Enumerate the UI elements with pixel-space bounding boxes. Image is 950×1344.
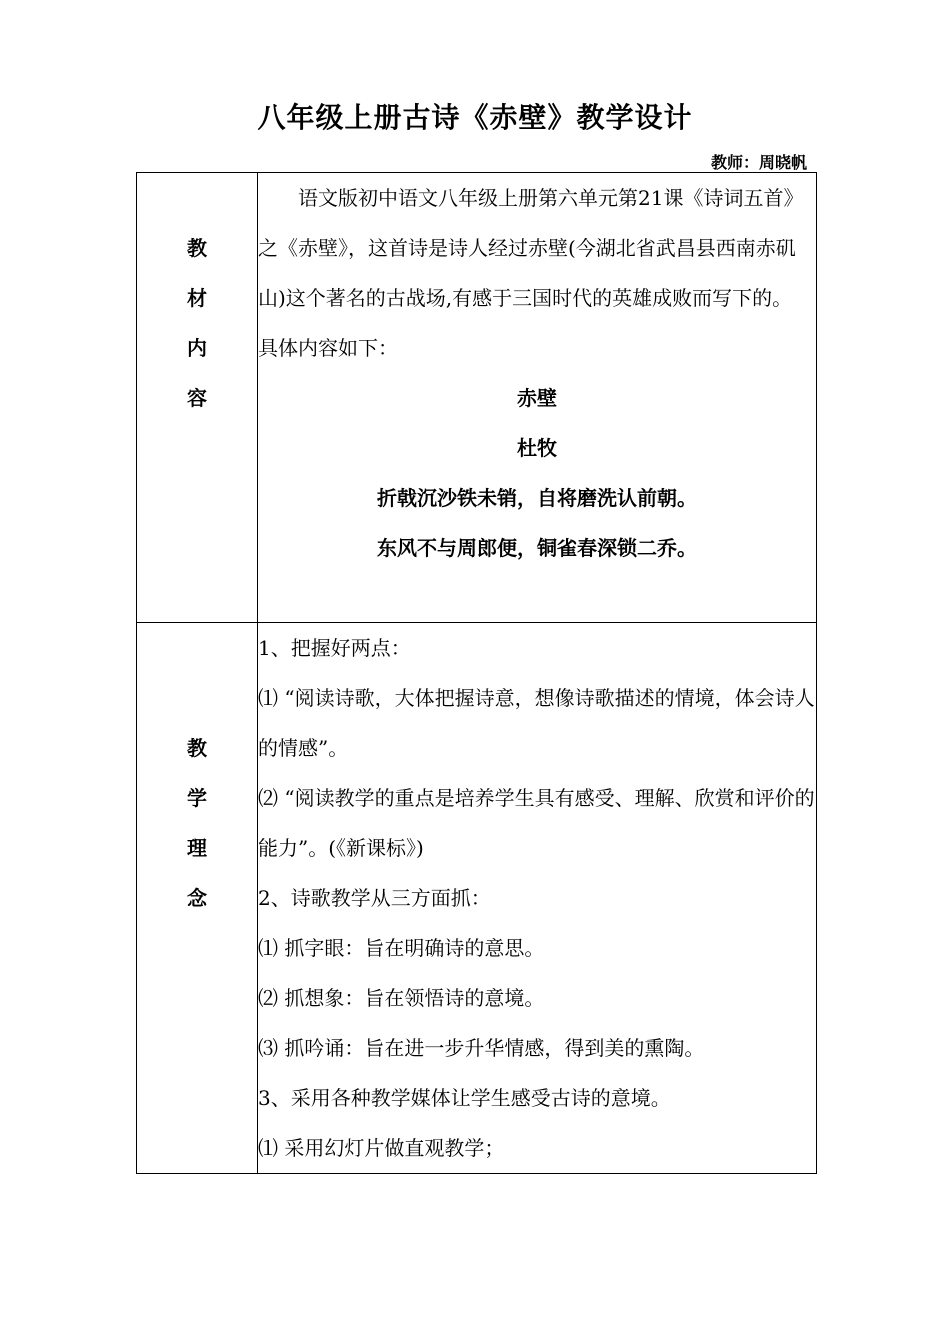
- poem-line: 东风不与周郎便，铜雀春深锁二乔。: [377, 536, 697, 560]
- table-row-material: [137, 173, 817, 623]
- poem-author: 杜牧: [517, 436, 557, 460]
- label-char: 材: [187, 286, 207, 310]
- philosophy-item: ⑴ 抓字眼：旨在明确诗的意思。: [258, 936, 545, 960]
- philosophy-item: 3、采用各种教学媒体让学生感受古诗的意境。: [258, 1086, 671, 1110]
- content-lead: 具体内容如下：: [258, 336, 398, 360]
- poem-line: 折戟沉沙铁未销，自将磨洗认前朝。: [377, 486, 697, 510]
- label-char: 教: [187, 736, 207, 760]
- poem-title: 赤壁: [517, 386, 557, 410]
- lesson-plan-table: [136, 172, 817, 1174]
- table-row-philosophy: [137, 623, 817, 1174]
- philosophy-item: 2、诗歌教学从三方面抓：: [258, 886, 491, 910]
- content-cell-philosophy: [258, 623, 817, 1174]
- philosophy-item: ⑶ 抓吟诵：旨在进一步升华情感，得到美的熏陶。: [258, 1036, 705, 1060]
- label-char: 理: [187, 836, 207, 860]
- label-cell-philosophy: [137, 623, 258, 1174]
- label-char: 内: [187, 336, 207, 360]
- philosophy-item: 1、把握好两点：: [258, 636, 411, 660]
- philosophy-item: ⑵ 抓想象：旨在领悟诗的意境。: [258, 986, 545, 1010]
- teacher-name: 教师：周晓帆: [710, 153, 807, 172]
- label-char: 教: [187, 236, 207, 260]
- document-title: 八年级上册古诗《赤壁》教学设计: [257, 101, 693, 134]
- material-intro: 语文版初中语文八年级上册第六单元第21课《诗词五首》之《赤壁》，这首诗是诗人经过赤壁(今湖北省武昌县西南赤矶山)这个著名的古战场,有感于三国时代的英雄成败而写下的。: [258, 186, 804, 310]
- philosophy-item: ⑴ 采用幻灯片做直观教学；: [258, 1136, 505, 1160]
- philosophy-item: ⑵ “阅读教学的重点是培养学生具有感受、理解、欣赏和评价的能力”。(《新课标》): [258, 786, 815, 860]
- label-cell-material: [137, 173, 258, 623]
- label-char: 容: [187, 386, 207, 410]
- content-cell-material: [258, 173, 817, 623]
- label-char: 学: [187, 786, 207, 810]
- label-char: 念: [187, 886, 207, 910]
- philosophy-item: ⑴ “阅读诗歌，大体把握诗意，想像诗歌描述的情境，体会诗人的情感”。: [258, 686, 815, 760]
